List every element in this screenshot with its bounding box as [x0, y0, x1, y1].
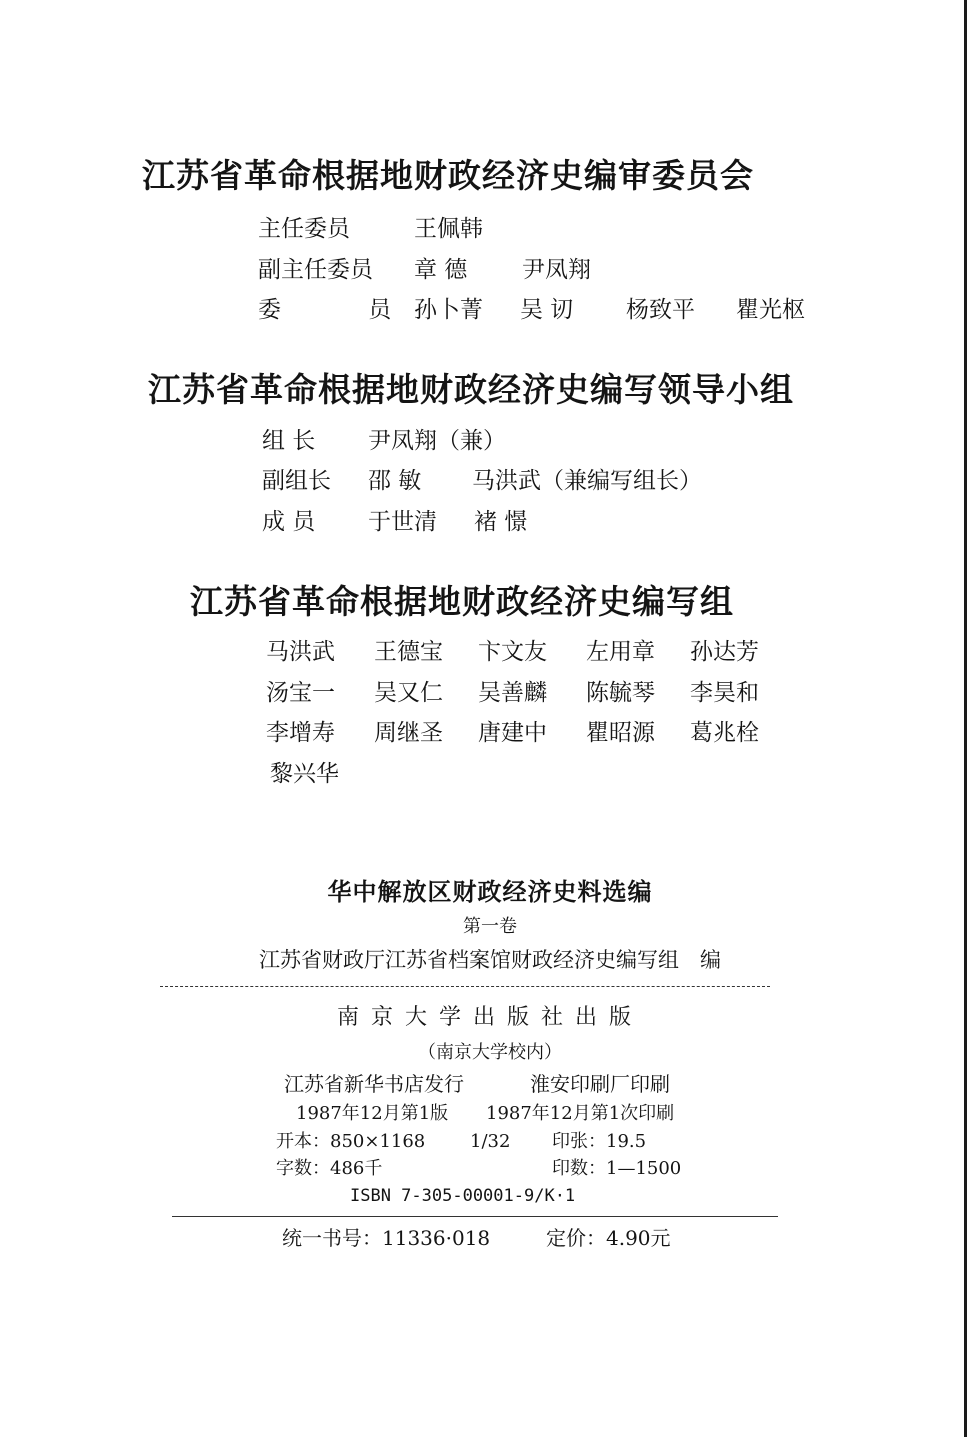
member-name: 马洪武: [266, 639, 335, 665]
divider: [160, 986, 770, 987]
isbn: ISBN 7-305-00001-9/K·1: [350, 1186, 576, 1206]
edition: 1987年12月第1版: [296, 1103, 449, 1124]
member-name: 王德宝: [374, 639, 443, 665]
member-name: 章 德: [414, 257, 468, 283]
writing-group-title: 江苏省革命根据地财政经济史编写组: [190, 582, 734, 621]
member-name: 于世清: [368, 509, 437, 535]
member-name: 葛兆栓: [690, 720, 759, 746]
role-label: 组 长: [262, 428, 316, 454]
leadership-title: 江苏省革命根据地财政经济史编写领导小组: [148, 370, 794, 409]
isbn-row: [0, 1182, 980, 1210]
distribution-row: [0, 1070, 980, 1098]
role-label: 成 员: [262, 509, 316, 535]
format-row: [0, 1128, 980, 1156]
sheets: 印张：19.5: [552, 1131, 647, 1152]
price: 定价：4.90元: [546, 1226, 671, 1250]
member-name: 左用章: [586, 639, 655, 665]
role-label: 副组长: [262, 468, 331, 494]
book-title: 华中解放区财政经济史料选编: [327, 878, 653, 906]
member-name: 孙达芳: [690, 639, 759, 665]
count-row: [0, 1155, 980, 1183]
member-name: 汤宝一: [266, 680, 335, 706]
member-name: 邵 敏: [368, 468, 422, 494]
publisher: 南京大学出版社出版: [336, 1005, 643, 1030]
member-name: 尹凤翔（兼）: [368, 428, 506, 454]
format-fraction: 1/32: [470, 1131, 511, 1152]
copies: 印数：1—1500: [552, 1158, 682, 1179]
member-name: 卞文友: [478, 639, 547, 665]
member-name: 吴又仁: [374, 680, 443, 706]
edition-row: [0, 1100, 980, 1128]
member-name: 孙卜菁: [414, 297, 483, 323]
member-name: 吴 讱: [520, 297, 574, 323]
distributor: 江苏省新华书店发行: [284, 1072, 464, 1096]
publisher-note: （南京大学校内）: [418, 1042, 562, 1063]
member-name: 尹凤翔: [522, 257, 591, 283]
member-name: 瞿昭源: [586, 720, 655, 746]
member-name: 马洪武（兼编写组长）: [472, 468, 702, 494]
printer: 淮安印刷厂印刷: [530, 1072, 670, 1096]
book-editor: 江苏省财政厅江苏省档案馆财政经济史编写组 编: [259, 948, 721, 972]
member-name: 周继圣: [374, 720, 443, 746]
page-edge-line: [964, 0, 967, 1437]
member-name: 王佩韩: [414, 216, 483, 242]
member-name: 李增寿: [266, 720, 335, 746]
member-name: 陈毓琴: [586, 680, 655, 706]
member-name: 黎兴华: [270, 761, 339, 787]
member-name: 李昊和: [690, 680, 759, 706]
divider: [172, 1216, 778, 1217]
member-name: 杨致平: [626, 297, 695, 323]
role-label: 副主任委员: [258, 257, 373, 283]
book-volume: 第一卷: [463, 916, 517, 937]
word-count: 字数：486千: [276, 1158, 383, 1179]
member-name: 唐建中: [478, 720, 547, 746]
member-name: 瞿光枢: [736, 297, 805, 323]
member-name: 吴善麟: [478, 680, 547, 706]
printing: 1987年12月第1次印刷: [486, 1103, 675, 1124]
member-name: 褚 憬: [474, 509, 528, 535]
format: 开本：850×1168: [276, 1131, 426, 1152]
role-label: 委 员: [258, 297, 432, 323]
catalog-row: [0, 1224, 980, 1252]
committee-title: 江苏省革命根据地财政经济史编审委员会: [142, 156, 754, 195]
unified-book-number: 统一书号：11336·018: [282, 1226, 491, 1250]
role-label: 主任委员: [258, 216, 350, 242]
